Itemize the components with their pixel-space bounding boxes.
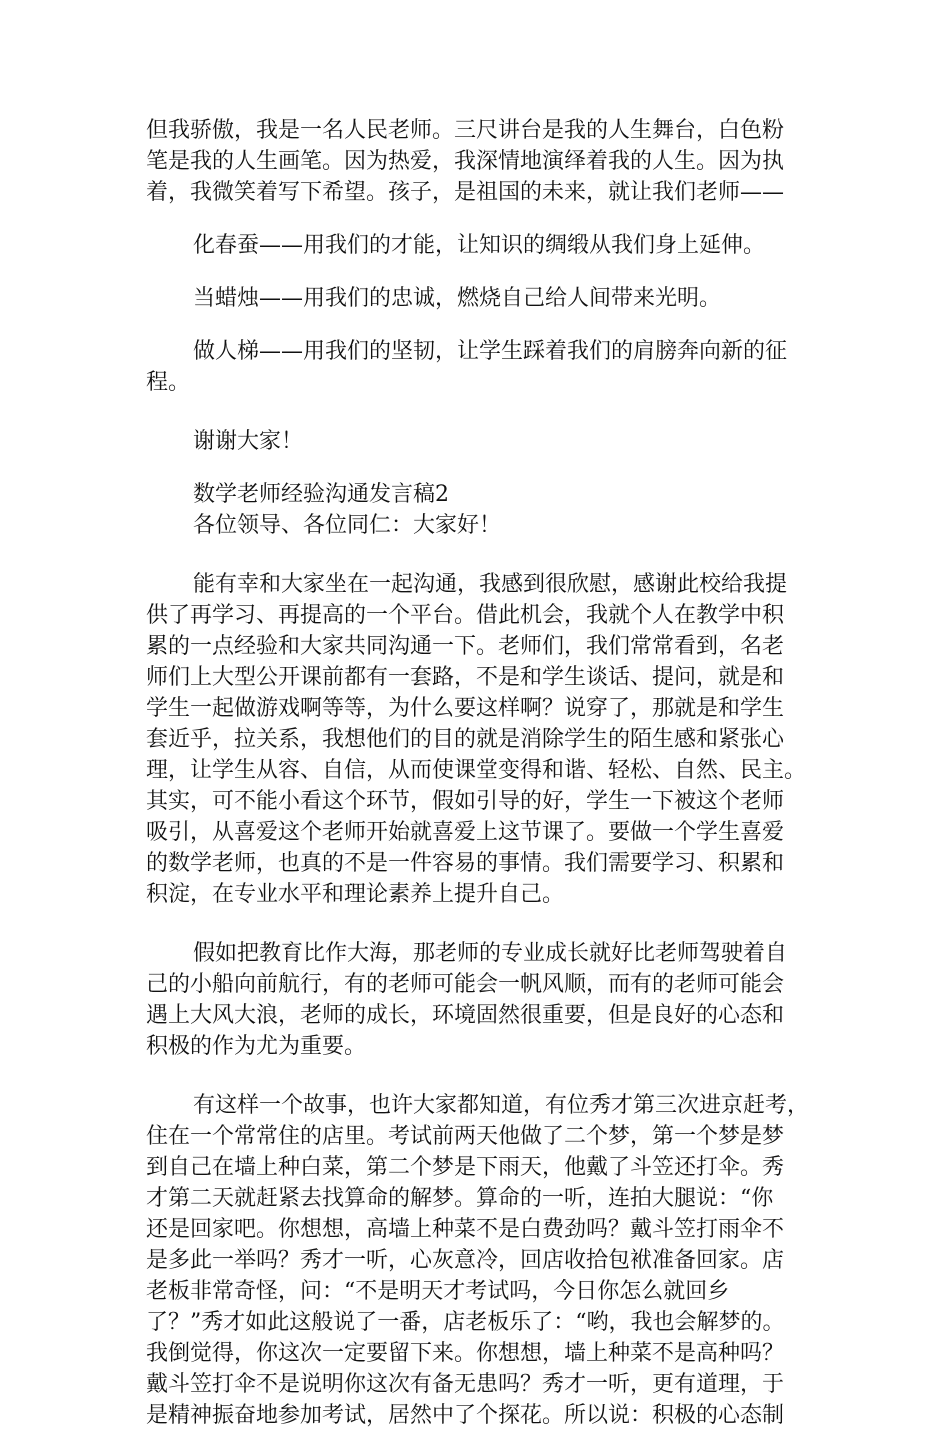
text-line: 化春蚕——用我们的才能，让知识的绸缎从我们身上延伸。: [193, 233, 766, 258]
text-line: 我倒觉得，你这次一定要留下来。你想想，墙上种菜不是高种吗？: [146, 1341, 785, 1366]
text-line: 假如把教育比作大海，那老师的专业成长就好比老师驾驶着自: [193, 941, 788, 966]
text-line: 还是回家吧。你想想，高墙上种菜不是白费劲吗？戴斗笠打雨伞不: [146, 1217, 785, 1242]
greeting: 各位领导、各位同仁：大家好！: [193, 513, 502, 538]
text-line: 己的小船向前航行，有的老师可能会一帆风顺，而有的老师可能会: [146, 972, 785, 997]
text-line: 套近乎，拉关系，我想他们的目的就是消除学生的陌生感和紧张心: [146, 727, 785, 752]
paragraph-3: [146, 283, 806, 314]
paragraph-7: [146, 938, 806, 1062]
text-line: 是多此一举吗？秀才一听，心灰意冷，回店收拾包袱准备回家。店: [146, 1248, 785, 1273]
text-line: 吸引，从喜爱这个老师开始就喜爱上这节课了。要做一个学生喜爱: [146, 820, 785, 845]
text-line: 才第二天就赶紧去找算命的解梦。算命的一听，连拍大腿说：“你: [146, 1186, 774, 1211]
text-line: 戴斗笠打伞不是说明你这次有备无患吗？秀才一听，更有道理，于: [146, 1372, 785, 1397]
text-line: 累的一点经验和大家共同沟通一下。老师们，我们常常看到，名老: [146, 634, 785, 659]
text-line: 理，让学生从容、自信，从而使课堂变得和谐、轻松、自然、民主。: [146, 758, 807, 783]
text-line: 有这样一个故事，也许大家都知道，有位秀才第三次进京赶考，: [193, 1093, 810, 1118]
text-line: 老板非常奇怪，问：“不是明天才考试吗，今日你怎么就回乡: [146, 1279, 730, 1304]
text-line: 程。: [146, 370, 191, 395]
text-line: 其实，可不能小看这个环节，假如引导的好，学生一下被这个老师: [146, 789, 785, 814]
text-line: 师们上大型公开课前都有一套路，不是和学生谈话、提问，就是和: [146, 665, 785, 690]
paragraph-1: [146, 115, 806, 208]
paragraph-2: [146, 230, 806, 261]
paragraph-8: [146, 1090, 810, 1431]
text-line: 能有幸和大家坐在一起沟通，我感到很欣慰，感谢此校给我提: [193, 572, 788, 597]
text-line: 笔是我的人生画笔。因为热爱，我深情地演绎着我的人生。因为执: [146, 149, 785, 174]
text-line: 积淀，在专业水平和理论素养上提升自己。: [146, 882, 565, 907]
paragraph-6: [146, 569, 806, 910]
text-line: 着，我微笑着写下希望。孩子，是祖国的未来，就让我们老师——: [146, 180, 785, 205]
text-line: 是精神振奋地参加考试，居然中了个探花。所以说：积极的心态制: [146, 1403, 785, 1428]
text-line: 谢谢大家！: [193, 429, 304, 454]
text-line: 的数学老师，也真的不是一件容易的事情。我们需要学习、积累和: [146, 851, 785, 876]
paragraph-4: [146, 336, 806, 398]
text-line: 了？”秀才如此这般说了一番，店老板乐了：“哟，我也会解梦的。: [146, 1310, 785, 1335]
text-line: 积极的作为尤为重要。: [146, 1034, 367, 1059]
text-line: 但我骄傲，我是一名人民老师。三尺讲台是我的人生舞台，白色粉: [146, 118, 785, 143]
text-line: 到自己在墙上种白菜，第二个梦是下雨天，他戴了斗笠还打伞。秀: [146, 1155, 785, 1180]
text-line: 当蜡烛——用我们的忠诚，燃烧自己给人间带来光明。: [193, 286, 722, 311]
text-line: 学生一起做游戏啊等等，为什么要这样啊？说穿了，那就是和学生: [146, 696, 785, 721]
paragraph-5: [146, 426, 806, 457]
text-line: 住在一个常常住的店里。考试前两天他做了二个梦，第一个梦是梦: [146, 1124, 785, 1149]
text-line: 供了再学习、再提高的一个平台。借此机会，我就个人在教学中积: [146, 603, 785, 628]
text-line: 做人梯——用我们的坚韧，让学生踩着我们的肩膀奔向新的征: [193, 339, 788, 364]
section-title: 数学老师经验沟通发言稿2: [193, 482, 449, 507]
text-line: 遇上大风大浪，老师的成长，环境固然很重要，但是良好的心态和: [146, 1003, 785, 1028]
document-page: [146, 115, 810, 1431]
